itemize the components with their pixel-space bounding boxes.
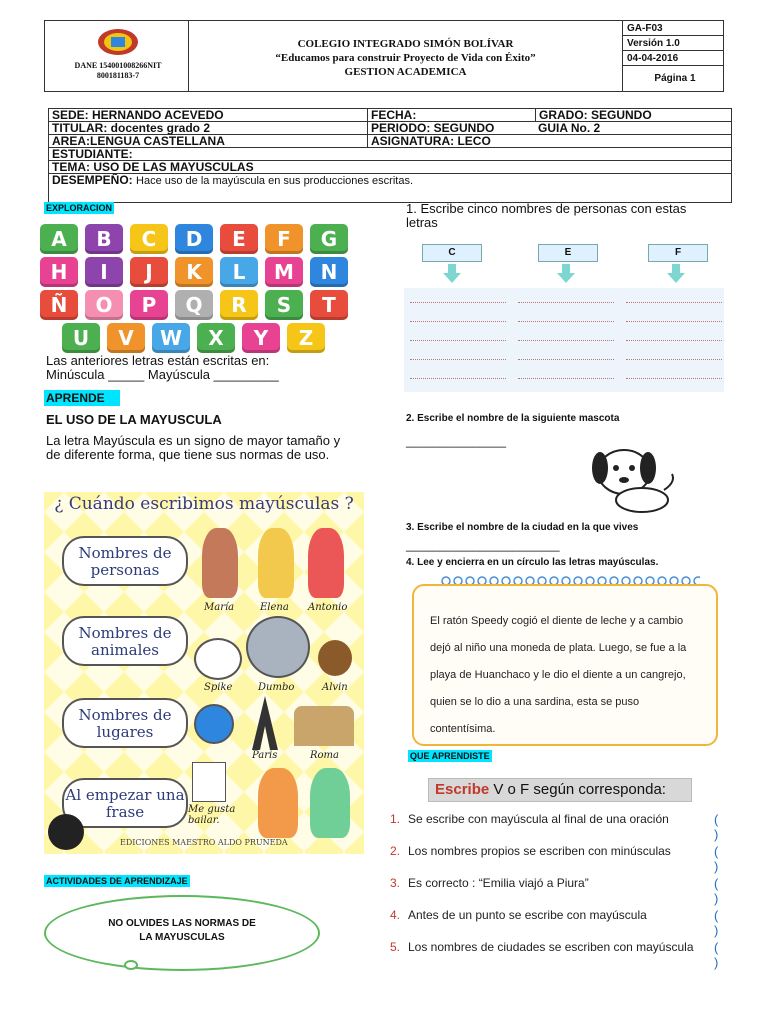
department-name: GESTION ACADEMICA [344,66,467,78]
publisher-logo [48,814,84,850]
letter-block-u: U [62,323,100,353]
estudiante-field: ESTUDIANTE: [52,147,133,161]
vf-statement [390,876,740,906]
vf-text: Los nombres de ciudades se escriben con mayúscula [408,940,694,954]
school-motto: “Educamos para construir Proyecto de Vida con Éxito” [275,52,536,64]
page-number: Página 1 [654,73,696,84]
vf-statement [390,812,740,842]
vf-title [428,778,692,802]
category-animales: Nombres de animales [62,616,188,666]
letter-block-n: N [310,257,348,287]
vf-text: Es correcto : “Emilia viajó a Piura” [408,876,589,890]
label-maria: María [204,602,235,613]
dog-spike-illustration [194,638,242,680]
letter-block-o: O [85,290,123,320]
tema-field: TEMA: USO DE LAS MAYUSCULAS [52,160,254,174]
fecha-field: FECHA: [367,109,535,121]
label-alvin: Alvin [322,682,348,693]
letter-block-c: C [130,224,168,254]
letter-block-d: D [175,224,213,254]
uso-title: EL USO DE LA MAYUSCULA [46,412,222,427]
capitals-poster [44,492,364,854]
letter-block-e: E [220,224,258,254]
vf-statement [390,844,740,874]
arrow-down-icon [556,264,576,284]
letter-block-r: R [220,290,258,320]
writing-line[interactable] [626,359,722,360]
guia-field: GUIA No. 2 [538,121,601,135]
writing-line[interactable] [626,340,722,341]
vf-text: Los nombres propios se escriben con minúsculas [408,844,671,858]
periodo-field: PERIODO: SEGUNDO [367,122,535,134]
vf-number: 3. [390,876,401,890]
phrase-example: Me gusta bailar. [188,804,236,826]
letter-block-ñ: Ñ [40,290,78,320]
vf-number: 5. [390,940,401,954]
vf-title-rest: V o F según corresponda: [489,781,666,798]
letter-block-y: Y [242,323,280,353]
elephant-dumbo-illustration [246,616,310,678]
desempeno-field [49,174,413,202]
letters-question-line1: Las anteriores letras están escritas en: [46,353,270,368]
info-table [48,108,732,203]
poster-footer: EDICIONES MAESTRO ALDO PRUNEDA [120,838,288,847]
category-lugares: Nombres de lugares [62,698,188,748]
reminder-text: NO OLVIDES LAS NORMAS DE LA MAYUSCULAS [108,918,256,943]
mascot-answer-line[interactable]: _______________ [406,434,507,448]
letter-block-j: J [130,257,168,287]
label-spike: Spike [204,682,233,693]
exploracion-tag: EXPLORACION [46,203,113,213]
vf-number: 4. [390,908,401,922]
vf-statement [390,940,740,970]
category-personas: Nombres de personas [62,536,188,586]
letters-question [46,354,346,382]
grado-field: GRADO: SEGUNDO [535,109,731,121]
asignatura-field: ASIGNATURA: LECO [367,135,731,147]
boy-antonio-illustration [308,528,344,598]
colosseum-illustration [294,706,354,746]
letter-block-b: B [85,224,123,254]
reminder-cloud [44,895,320,971]
titular-field: TITULAR: docentes grado 2 [52,121,211,135]
letter-block-k: K [175,257,213,287]
aprende-tag: APRENDE [44,390,120,406]
letters-question-line2: Minúscula _____ Mayúscula _________ [46,367,279,382]
letter-block-t: T [310,290,348,320]
poster-title: ¿ Cuándo escribimos mayúsculas ? [54,494,354,514]
alphabet-blocks [40,224,355,354]
writing-line[interactable] [626,321,722,322]
letter-block-x: X [197,323,235,353]
writing-line[interactable] [410,340,506,341]
question-2: 2. Escribe el nombre de la siguiente mascota [406,413,620,424]
girl-maria-illustration [202,528,238,598]
question-1: 1. Escribe cinco nombres de personas con estas letras [406,201,687,230]
globe-illustration [194,704,234,744]
header-title-cell [189,21,623,91]
letter-block-z: Z [287,323,325,353]
chipmunk-alvin-illustration [318,640,352,676]
vf-title-escribe: Escribe [435,781,490,798]
letter-block-q: Q [175,290,213,320]
header-meta-cell [623,21,723,91]
arrow-down-icon [666,264,686,284]
letter-block-w: W [152,323,190,353]
girl-elena-illustration [258,528,294,598]
writing-line[interactable] [518,340,614,341]
name-writing-area[interactable] [404,288,724,392]
writing-line[interactable] [518,359,614,360]
label-antonio: Antonio [308,602,348,613]
letter-block-g: G [310,224,348,254]
dancing-boy-illustration [310,768,350,838]
document-header [44,20,724,92]
vf-statement [390,908,740,938]
label-paris: Paris [252,750,278,761]
writing-line[interactable] [626,302,722,303]
notepad-illustration [192,762,226,802]
que-aprendiste-tag: QUE APRENDISTE [410,751,490,761]
dane-line-1: DANE 154001008266NIT [74,61,162,70]
letter-block-l: L [220,257,258,287]
writing-line[interactable] [410,321,506,322]
category-frase: Al empezar una frase [62,778,188,828]
cloud-tail [124,960,138,970]
dane-code [51,61,185,81]
letter-box-c: C [422,244,482,262]
writing-line[interactable] [626,378,722,379]
area-field: AREA:LENGUA CASTELLANA [52,134,225,148]
vf-text: Antes de un punto se escribe con mayúscula [408,908,647,922]
letter-block-a: A [40,224,78,254]
letter-block-f: F [265,224,303,254]
letter-block-p: P [130,290,168,320]
label-elena: Elena [260,602,289,613]
form-code: GA-F03 [623,21,723,36]
letter-box-f: F [648,244,708,262]
dog-mascot-illustration [580,438,680,516]
writing-line[interactable] [518,321,614,322]
writing-line[interactable] [518,378,614,379]
school-name: COLEGIO INTEGRADO SIMÓN BOLÍVAR [297,38,514,50]
letter-block-s: S [265,290,303,320]
label-dumbo: Dumbo [258,682,295,693]
writing-line[interactable] [410,359,506,360]
label-roma: Roma [310,750,339,761]
letter-block-m: M [265,257,303,287]
desempeno-label: DESEMPEÑO: [52,173,133,187]
sede-field: SEDE: HERNANDO ACEVEDO [52,108,224,122]
dane-line-2: 800181183-7 [96,71,140,80]
writing-line[interactable] [410,302,506,303]
story-text-box: El ratón Speedy cogió el diente de leche y a cambio dejó al niño una moneda de plata. Luego, se fue a la playa de Huanchaco y le dio el diente a un cangrejo, quien se lo dio a una sardina, esta se puso contentísima. [412,584,718,746]
question-4: 4. Lee y encierra en un círculo las letras mayúsculas. [406,557,659,568]
vf-answer-blank[interactable]: ( ) [714,876,731,906]
letter-block-i: I [85,257,123,287]
form-date: 04-04-2016 [623,51,723,66]
eiffel-tower-illustration [250,696,280,750]
vf-text: Se escribe con mayúscula al final de una oración [408,812,669,826]
desempeno-text: Hace uso de la mayúscula en sus producciones escritas. [136,175,414,187]
form-version: Versión 1.0 [623,36,723,51]
actividades-tag: ACTIVIDADES DE APRENDIZAJE [46,876,188,886]
vf-answer-blank[interactable]: ( ) [714,812,731,842]
vf-number: 2. [390,844,401,858]
definition-text: La letra Mayúscula es un signo de mayor tamaño y de diferente forma, que tiene sus normas de uso. [46,433,341,462]
city-answer-line[interactable]: _______________________ [406,538,560,552]
vf-number: 1. [390,812,401,826]
vf-answer-blank[interactable]: ( ) [714,908,731,938]
school-crest-logo [97,27,139,57]
letter-block-v: V [107,323,145,353]
logo-cell [45,21,189,91]
writing-line[interactable] [410,378,506,379]
arrow-down-icon [442,264,462,284]
question-3: 3. Escribe el nombre de la ciudad en la que vives [406,522,639,533]
writing-line[interactable] [518,302,614,303]
letter-block-h: H [40,257,78,287]
dancing-girl-illustration [258,768,298,838]
letter-box-e: E [538,244,598,262]
vf-answer-blank[interactable]: ( ) [714,844,731,874]
vf-answer-blank[interactable]: ( ) [714,940,731,970]
